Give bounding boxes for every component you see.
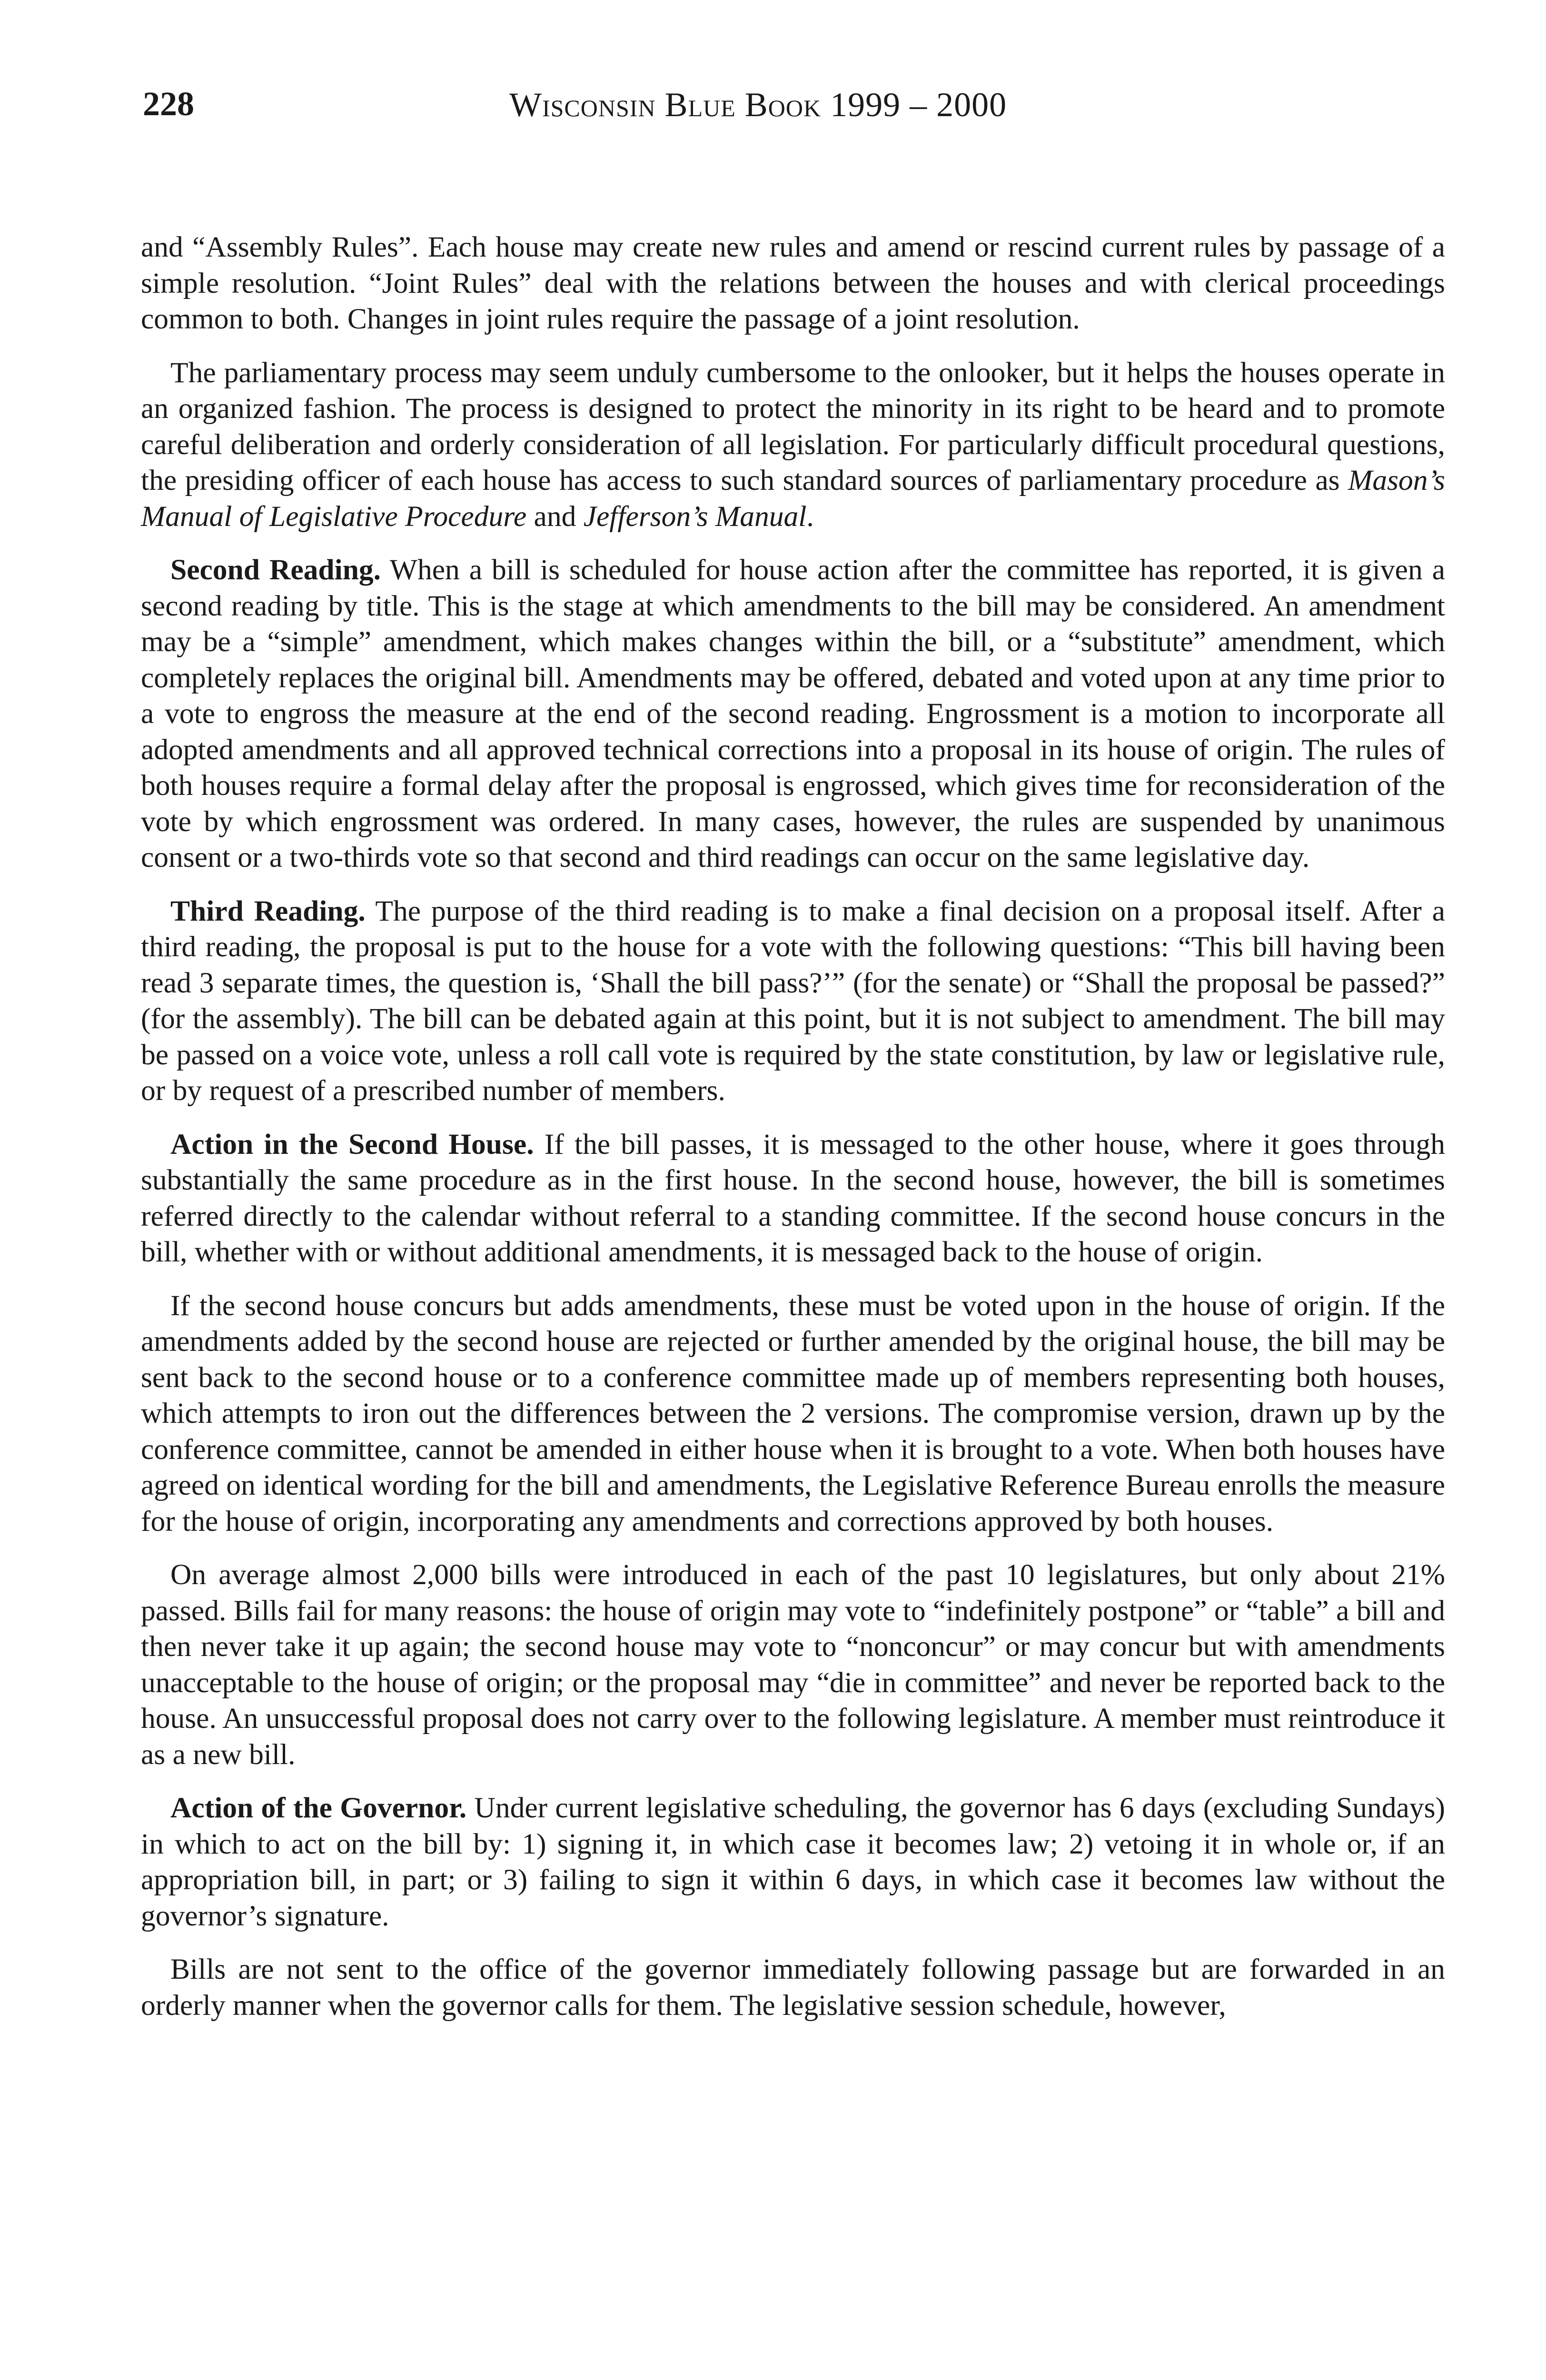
- paragraph-governor-action: [141, 1790, 1445, 1934]
- paragraph-second-house: [141, 1127, 1445, 1270]
- page-header: [143, 80, 1447, 137]
- sentence-end: .: [806, 500, 814, 533]
- paragraph-text: If the bill passes, it is messaged to the other house, where it goes through substantially the same procedure as in the first house. In the second house, however, the bill is sometimes referred directly to the calendar without referral to a standing committee. If the second house concurs in the bill, whether with or without additional amendments, it is messaged back to the house of origin.: [141, 1128, 1445, 1268]
- paragraph-parliamentary-process: [141, 355, 1445, 535]
- paragraph-rules: [141, 229, 1445, 337]
- paragraph-third-reading: [141, 893, 1445, 1109]
- section-heading-governor: Action of the Governor.: [170, 1792, 467, 1824]
- reference-jeffersons-manual: Jefferson’s Manual: [583, 500, 807, 533]
- body-text: [141, 229, 1445, 2041]
- section-heading-second-reading: Second Reading.: [170, 554, 381, 586]
- paragraph-text: The purpose of the third reading is to make a final decision on a proposal itself. After a third reading, the proposal is put to the house for a vote with the following questions: “This bill having been read 3 separate times, the question is, ‘Shall the bill pass?’” (for the senate) or “Shall the proposal be passed?” (for the assembly). The bill can be debated again at this point, but it is not subject to amendment. The bill may be passed on a voice vote, unless a roll call vote is required by the state constitution, by law or legislative rule, or by request of a prescribed number of members.: [141, 894, 1445, 1107]
- page-number: 228: [143, 85, 194, 123]
- paragraph-bill-statistics: [141, 1557, 1445, 1773]
- reference-masons-manual: Mason’s Manual of Legislative Procedure: [141, 464, 1445, 533]
- paragraph-text: Under current legislative scheduling, the governor has 6 days (excluding Sundays) in which to act on the bill by: 1) signing it, in which case it becomes law; 2) vetoing it in whole or, if an appropriation bill, in part; or 3) failing to sign it within 6 days, in which case it becomes law without the governor’s signature.: [141, 1792, 1445, 1932]
- section-heading-third-reading: Third Reading.: [170, 894, 366, 927]
- conjunction-text: and: [526, 500, 584, 533]
- running-title: Wisconsin Blue Book 1999 – 2000: [509, 86, 1007, 124]
- paragraph-conference-committee: [141, 1288, 1445, 1540]
- paragraph-bills-forwarding: [141, 1952, 1445, 2023]
- paragraph-second-reading: [141, 552, 1445, 876]
- section-heading-second-house: Action in the Second House.: [170, 1128, 534, 1160]
- paragraph-text: On average almost 2,000 bills were introduced in each of the past 10 legislatures, but only about 21% passed. Bills fail for many reasons: the house of origin may vote to “indefinitely postpone” or “table” a bill and then never take it up again; the second house may vote to “nonconcur” or may concur but with amendments unacceptable to the house of origin; or the proposal may “die in committee” and never be reported back to the house. An unsuccessful proposal does not carry over to the following legislature. A member must reintroduce it as a new bill.: [141, 1558, 1445, 1771]
- paragraph-text: The parliamentary process may seem unduly cumbersome to the onlooker, but it helps the houses operate in an organized fashion. The process is designed to protect the minority in its right to be heard and to promote careful deliberation and orderly consideration of all legislation. For particularly difficult procedural questions, the presiding officer of each house has access to such standard sources of parliamentary procedure as: [141, 356, 1445, 496]
- paragraph-text: Bills are not sent to the office of the governor immediately following passage but are forwarded in an orderly manner when the governor calls for them. The legislative session schedule, however,: [141, 1953, 1445, 2022]
- paragraph-text: When a bill is scheduled for house action after the committee has reported, it is given a second reading by title. This is the stage at which amendments to the bill may be considered. An amendment may be a “simple” amendment, which makes changes within the bill, or a “substitute” amendment, which completely replaces the original bill. Amendments may be offered, debated and voted upon at any time prior to a vote to engross the measure at the end of the second reading. Engrossment is a motion to incorporate all adopted amendments and all approved technical corrections into a proposal in its house of origin. The rules of both houses require a formal delay after the proposal is engrossed, which gives time for reconsideration of the vote by which engrossment was ordered. In many cases, however, the rules are suspended by unanimous consent or a two-thirds vote so that second and third readings can occur on the same legislative day.: [141, 554, 1445, 873]
- paragraph-text: If the second house concurs but adds amendments, these must be voted upon in the house of origin. If the amendments added by the second house are rejected or further amended by the original house, the bill may be sent back to the second house or to a conference committee made up of members representing both houses, which attempts to iron out the differences between the 2 versions. The compromise version, drawn up by the conference committee, cannot be amended in either house when it is brought to a vote. When both houses have agreed on identical wording for the bill and amendments, the Legislative Reference Bureau enrolls the measure for the house of origin, incorporating any amendments and corrections approved by both houses.: [141, 1289, 1445, 1537]
- paragraph-text: and “Assembly Rules”. Each house may create new rules and amend or rescind current rules by passage of a simple resolution. “Joint Rules” deal with the relations between the houses and with clerical proceedings common to both. Changes in joint rules require the passage of a joint resolution.: [141, 231, 1445, 335]
